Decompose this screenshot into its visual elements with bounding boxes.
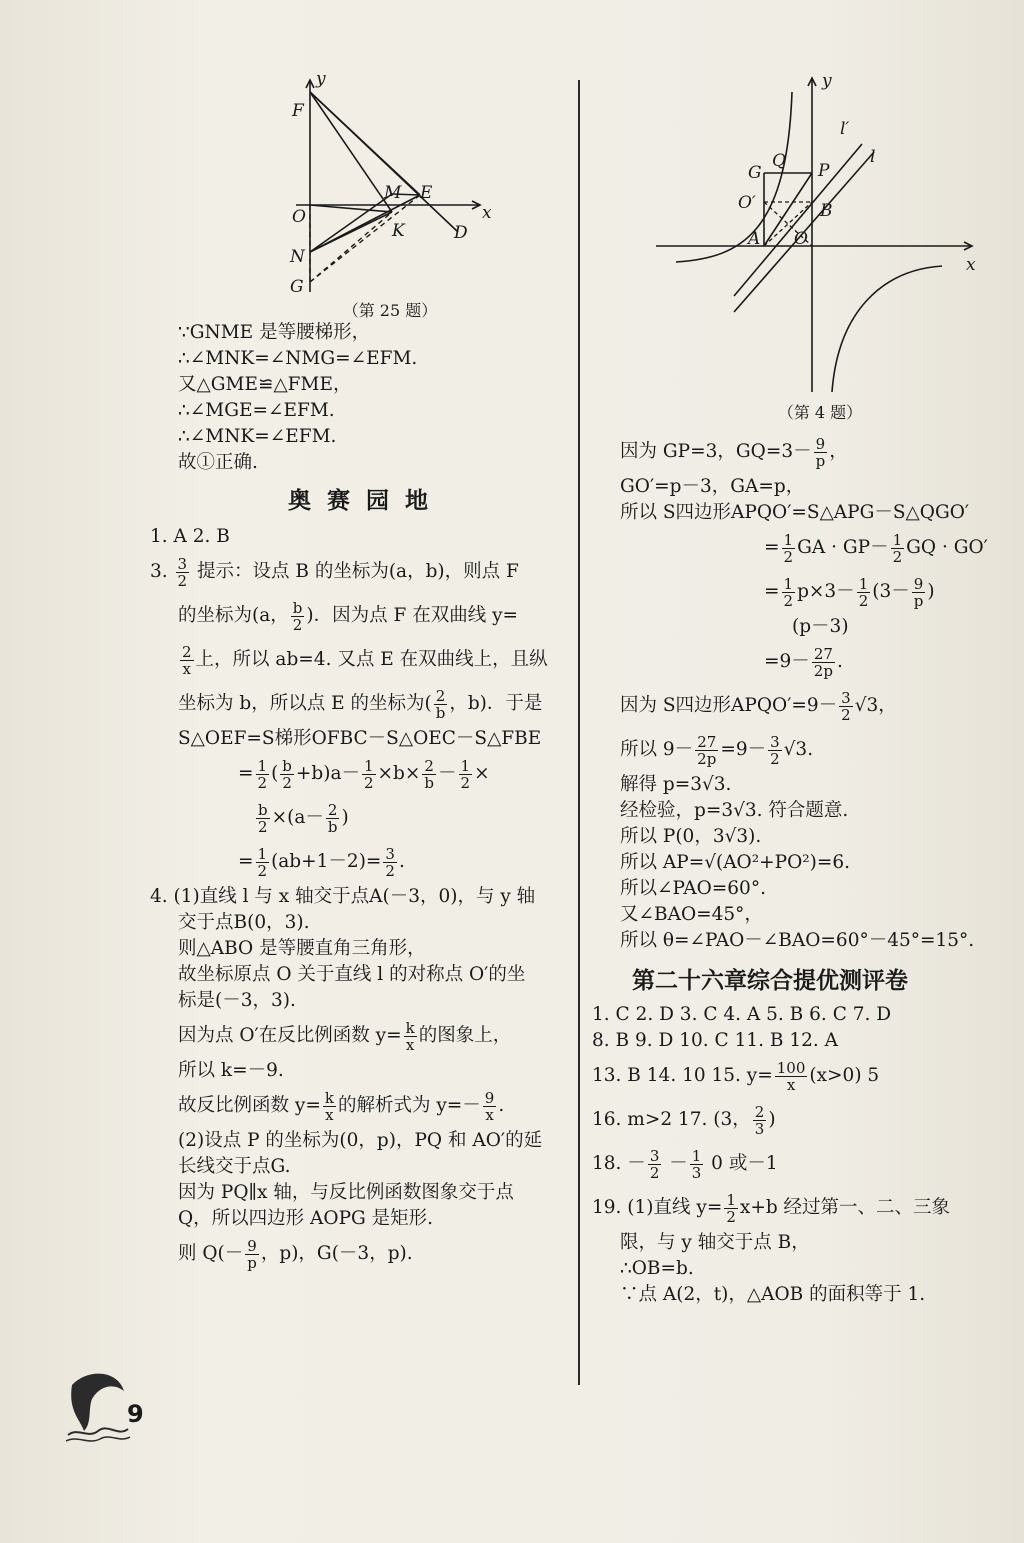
fraction: $\frac{1}{2}$ bbox=[892, 530, 903, 566]
answer-q3-line-a: 3. $\frac{3}{2}$ 提示：设点 B 的坐标为(a，b)，则点 F bbox=[150, 554, 519, 590]
figure-4-caption: （第 4 题） bbox=[777, 403, 863, 422]
fraction: $\frac{1}{2}$ bbox=[257, 756, 268, 792]
fraction: $\frac{2}{b}$ bbox=[424, 756, 434, 792]
answer-q3-line-h: = $\frac{1}{2}$ (ab+1－2)= $\frac{3}{2}$ . bbox=[238, 844, 405, 880]
fig4-label-l: l bbox=[870, 147, 876, 167]
proof-line-5: ∴∠MNK=∠EFM. bbox=[178, 426, 337, 447]
fraction: $\frac{100}{x}$ bbox=[776, 1058, 806, 1094]
answers-18: 18. － $\frac{3}{2}$ － $\frac{1}{3}$ 0 或－1 bbox=[592, 1146, 778, 1182]
answer-q3-line-c: $\frac{2}{x}$ 上，所以 ab=4. 又点 E 在双曲线上，且纵 bbox=[182, 642, 548, 678]
fraction: $\frac{1}{2}$ bbox=[726, 1190, 736, 1226]
answer-q4-line-h: 故反比例函数 y= $\frac{k}{x}$ 的解析式为 y=－ $\frac{9}{x}$ . bbox=[178, 1088, 505, 1124]
fig4-label-l-prime: l′ bbox=[840, 119, 850, 139]
solution-line-16: 所以 θ=∠PAO－∠BAO=60°－45°=15°. bbox=[620, 930, 975, 951]
answer-q4-line-j: 长线交于点G. bbox=[178, 1156, 291, 1177]
answer-q3-line-f: = $\frac{1}{2}$ ( $\frac{b}{2}$ +b)a－ $\frac{1}{2}$ ×b× $\frac{2}{b}$ － $\frac{1}{2}$ × bbox=[238, 756, 490, 792]
fig4-label-o: O bbox=[794, 229, 808, 249]
left-column bbox=[150, 320, 570, 1276]
answer-q4-line-i: (2)设点 P 的坐标为(0，p)，PQ 和 AO′的延 bbox=[178, 1130, 543, 1151]
figure-25 bbox=[280, 72, 510, 302]
answer-q4-line-f: 因为点 O′在反比例函数 y= $\frac{k}{x}$ 的图象上， bbox=[178, 1018, 512, 1054]
column-divider bbox=[578, 80, 580, 1385]
fig25-label-d: D bbox=[454, 223, 468, 243]
answer-q3-line-g: $\frac{b}{2}$ ×(a－ $\frac{2}{b}$ ) bbox=[258, 800, 349, 836]
answer-q3-line-e: S△OEF=S梯形OFBC－S△OEC－S△FBE bbox=[178, 728, 542, 749]
section-title-chapter26: 第二十六章综合提优测评卷 bbox=[632, 968, 908, 994]
proof-line-4: ∴∠MGE=∠EFM. bbox=[178, 400, 335, 421]
solution-line-8: 因为 S四边形APQO′=9－ $\frac{3}{2}$ √3， bbox=[620, 688, 897, 724]
fig25-label-y: y bbox=[316, 72, 326, 89]
fraction: $\frac{3}{2}$ bbox=[770, 732, 780, 768]
section-title-olympiad: 奥 赛 园 地 bbox=[287, 488, 433, 514]
solution-line-14: 所以∠PAO=60°. bbox=[620, 878, 766, 899]
answer-q3-line-d: 坐标为 b，所以点 E 的坐标为( $\frac{2}{b}$ ，b)．于是 bbox=[178, 686, 543, 722]
fraction: $\frac{1}{2}$ bbox=[783, 574, 794, 610]
fraction: $\frac{9}{p}$ bbox=[913, 574, 924, 610]
solution-line-6: (p－3) bbox=[792, 616, 849, 637]
fig4-label-q: Q bbox=[772, 151, 786, 171]
fraction: $\frac{9}{p}$ bbox=[815, 434, 826, 470]
fraction: $\frac{3}{2}$ bbox=[177, 554, 188, 590]
answer-q4-line-e: 标是(－3，3). bbox=[178, 990, 296, 1011]
fraction: $\frac{k}{x}$ bbox=[324, 1088, 334, 1124]
fraction: $\frac{2}{x}$ bbox=[182, 642, 192, 678]
figure-25-caption: （第 25 题） bbox=[342, 301, 438, 320]
fraction: $\frac{1}{2}$ bbox=[363, 756, 374, 792]
right-column bbox=[592, 430, 1012, 1308]
proof-line-1: ∵GNME 是等腰梯形， bbox=[178, 322, 371, 343]
answer-q4-line-c: 则△ABO 是等腰直角三角形， bbox=[178, 938, 426, 959]
proof-line-3: 又△GME≌△FME， bbox=[178, 374, 352, 395]
proof-line-2: ∴∠MNK=∠NMG=∠EFM. bbox=[178, 348, 418, 369]
fraction: $\frac{b}{2}$ bbox=[258, 800, 268, 836]
fig25-label-k: K bbox=[392, 221, 405, 241]
answers-16-17: 16. m>2 17. (3， $\frac{2}{3}$ ) bbox=[592, 1102, 776, 1138]
fig4-label-p: P bbox=[818, 161, 830, 181]
answers-8-12: 8. B 9. D 10. C 11. B 12. A bbox=[592, 1030, 839, 1051]
solution-line-3: 所以 S四边形APQO′=S△APG－S△QGO′ bbox=[620, 502, 970, 523]
solution-line-11: 经检验，p=3√3. 符合题意. bbox=[620, 800, 849, 821]
solution-line-4: = $\frac{1}{2}$ GA · GP－ $\frac{1}{2}$ GQ · GO′ bbox=[764, 530, 988, 566]
dolphin-icon bbox=[62, 1365, 132, 1445]
answers-19-line-4: ∵点 A(2，t)，△AOB 的面积等于 1. bbox=[620, 1284, 926, 1305]
solution-line-13: 所以 AP=√(AO²+PO²)=6. bbox=[620, 852, 851, 873]
fig25-label-n: N bbox=[290, 247, 305, 267]
fraction: $\frac{2}{b}$ bbox=[435, 686, 446, 722]
solution-line-12: 所以 P(0，3√3). bbox=[620, 826, 762, 847]
solution-line-9: 所以 9－ $\frac{27}{2p}$ =9－ $\frac{3}{2}$ √3. bbox=[620, 732, 814, 768]
answers-19-line-3: ∴OB=b. bbox=[620, 1258, 694, 1279]
answer-q4-line-k: 因为 PQ∥x 轴，与反比例函数图象交于点 bbox=[178, 1182, 514, 1203]
fraction: $\frac{b}{2}$ bbox=[292, 598, 303, 634]
fig4-label-x: x bbox=[966, 255, 976, 275]
proof-line-6: 故①正确. bbox=[178, 452, 258, 473]
fraction: $\frac{3}{2}$ bbox=[649, 1146, 660, 1182]
answer-q4-line-g: 所以 k=－9. bbox=[178, 1060, 284, 1081]
answer-q4-line-l: Q，所以四边形 AOPG 是矩形. bbox=[178, 1208, 434, 1229]
page-number: 9 bbox=[127, 1400, 144, 1428]
answers-13-15: 13. B 14. 10 15. y= $\frac{100}{x}$ (x>0) 5 bbox=[592, 1058, 880, 1094]
fig25-label-f: F bbox=[292, 101, 304, 121]
fraction: $\frac{27}{2p}$ bbox=[813, 644, 833, 680]
answer-q4-line-b: 交于点B(0，3). bbox=[178, 912, 310, 933]
answer-q1-q2: 1. A 2. B bbox=[150, 526, 230, 547]
figure-4 bbox=[652, 72, 992, 402]
fig4-label-a: A bbox=[748, 229, 761, 249]
fig25-label-e: E bbox=[420, 183, 433, 203]
solution-line-1: 因为 GP=3，GQ=3－ $\frac{9}{p}$ ， bbox=[620, 434, 848, 470]
fig25-label-x: x bbox=[482, 203, 492, 223]
fraction: $\frac{3}{2}$ bbox=[385, 844, 395, 880]
fraction: $\frac{1}{2}$ bbox=[858, 574, 869, 610]
answer-q4-line-d: 故坐标原点 O 关于直线 l 的对称点 O′的坐 bbox=[178, 964, 526, 985]
fraction: $\frac{b}{2}$ bbox=[282, 756, 292, 792]
solution-line-10: 解得 p=3√3. bbox=[620, 774, 732, 795]
answer-q4-line-a: 4. (1)直线 l 与 x 轴交于点A(－3，0)，与 y 轴 bbox=[150, 886, 536, 907]
answers-19-line-1: 19. (1)直线 y= $\frac{1}{2}$ x+b 经过第一、二、三象 bbox=[592, 1190, 951, 1226]
fraction: $\frac{1}{2}$ bbox=[460, 756, 471, 792]
answers-1-7: 1. C 2. D 3. C 4. A 5. B 6. C 7. D bbox=[592, 1004, 892, 1025]
fraction: $\frac{1}{2}$ bbox=[783, 530, 794, 566]
fraction: $\frac{3}{2}$ bbox=[841, 688, 851, 724]
fraction: $\frac{2}{b}$ bbox=[327, 800, 338, 836]
fraction: $\frac{9}{p}$ bbox=[247, 1236, 257, 1272]
fig25-label-m: M bbox=[384, 183, 402, 203]
solution-line-5: = $\frac{1}{2}$ p×3－ $\frac{1}{2}$ (3－ $\frac{9}{p}$ ) bbox=[764, 574, 935, 610]
fraction: $\frac{1}{2}$ bbox=[257, 844, 268, 880]
solution-line-15: 又∠BAO=45°， bbox=[620, 904, 763, 925]
fig4-label-b: B bbox=[820, 201, 833, 221]
fraction: $\frac{k}{x}$ bbox=[405, 1018, 415, 1054]
fig4-label-y: y bbox=[822, 72, 832, 91]
fraction: $\frac{27}{2p}$ bbox=[697, 732, 717, 768]
fig4-label-g: G bbox=[748, 163, 762, 183]
answers-19-line-2: 限，与 y 轴交于点 B， bbox=[620, 1232, 810, 1253]
fraction: $\frac{9}{x}$ bbox=[484, 1088, 495, 1124]
answer-q3-line-b: 的坐标为(a， $\frac{b}{2}$ )．因为点 F 在双曲线 y= bbox=[178, 598, 519, 634]
fraction: $\frac{2}{3}$ bbox=[754, 1102, 765, 1138]
fig25-label-g: G bbox=[290, 277, 304, 297]
answer-q4-line-m: 则 Q(－ $\frac{9}{p}$ ，p)，G(－3，p). bbox=[178, 1236, 413, 1272]
solution-line-2: GO′=p－3，GA=p， bbox=[620, 476, 805, 497]
solution-line-7: =9－ $\frac{27}{2p}$ . bbox=[764, 644, 843, 680]
fig4-label-o1: O′ bbox=[738, 193, 756, 213]
fig25-label-o: O bbox=[292, 207, 306, 227]
fraction: $\frac{1}{3}$ bbox=[691, 1146, 702, 1182]
